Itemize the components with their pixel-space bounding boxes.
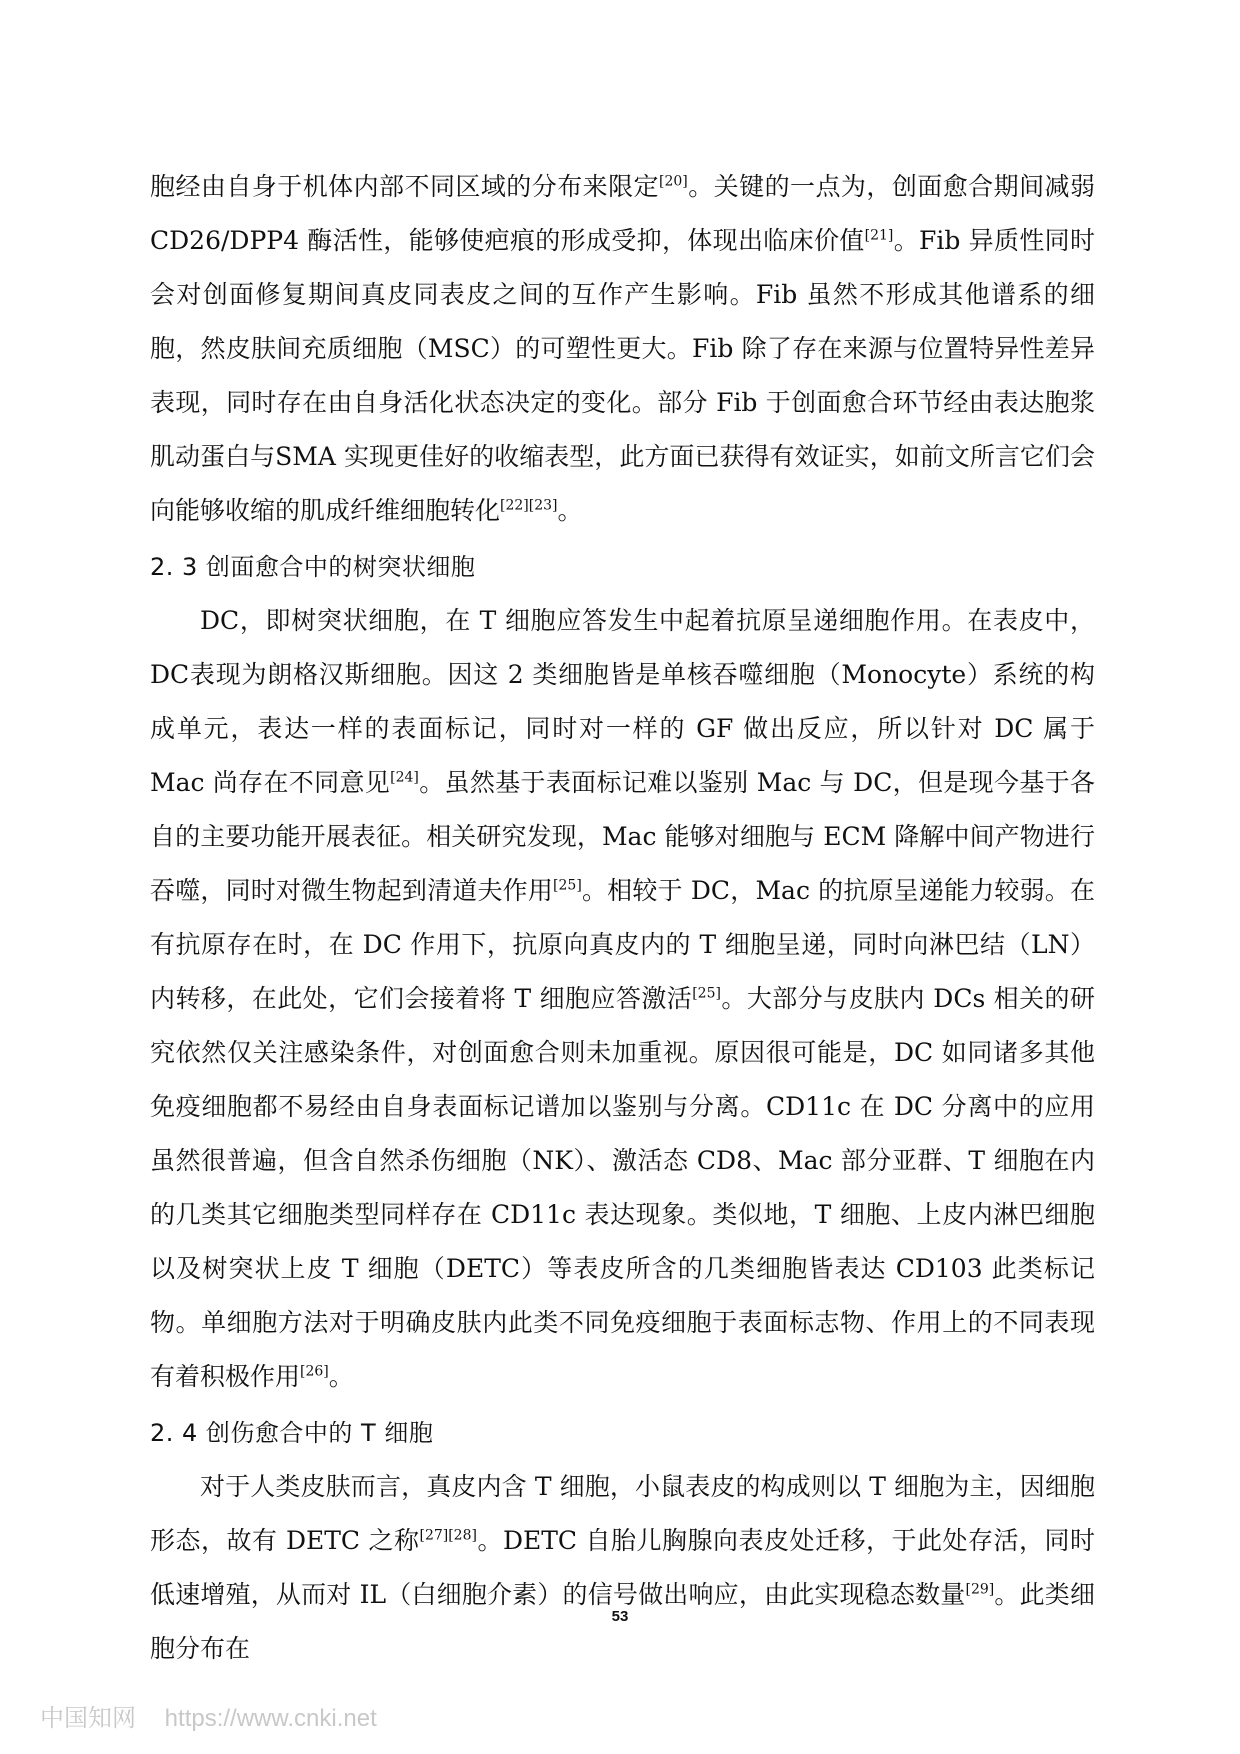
citation-ref: [27][28]	[419, 1527, 477, 1544]
paragraph-text: 。相较于 DC，Mac 的抗原呈递能力较弱。在有抗原存在时，在 DC 作用下，抗原向真皮内的 T 细胞呈递，同时向淋巴结（LN）内转移，在此处，它们会接着将 T 细胞应答激活	[150, 876, 1095, 1013]
paragraph-text: 。此类细胞分布在	[150, 1580, 1095, 1663]
paragraph-text: 。	[328, 1362, 354, 1391]
body-paragraph	[150, 160, 1095, 538]
document-body	[150, 160, 1095, 1676]
citation-ref: [29]	[965, 1581, 995, 1598]
paragraph-text: 。虽然基于表面标记难以鉴别 Mac 与 DC，但是现今基于各自的主要功能开展表征。相关研究发现，Mac 能够对细胞与 ECM 降解中间产物进行吞噬，同时对微生物起到清道夫作用	[150, 768, 1095, 905]
citation-ref: [25]	[553, 877, 582, 894]
paragraph-text: 对于人类皮肤而言，真皮内含 T 细胞，小鼠表皮的构成则以 T 细胞为主，因细胞形态，故有 DETC 之称	[150, 1472, 1095, 1555]
paragraph-text: 。大部分与皮肤内 DCs 相关的研究依然仅关注感染条件，对创面愈合则未加重视。原因很可能是，DC 如同诸多其他免疫细胞都不易经由自身表面标记谱加以鉴别与分离。CD11c 在 DC 分离中的应用虽然很普遍，但含自然杀伤细胞（NK）、激活态 CD8、Mac 部分亚群、T 细胞在内的几类其它细胞类型同样存在 CD11c 表达现象。类似地，T 细胞、上皮内淋巴细胞以及树突状上皮 T 细胞（DETC）等表皮所含的几类细胞皆表达 CD103 此类标记物。单细胞方法对于明确皮肤内此类不同免疫细胞于表面标志物、作用上的不同表现有着积极作用	[150, 984, 1095, 1391]
body-paragraph	[150, 594, 1095, 1404]
paragraph-text: 。关键的一点为，创面愈合期间减弱CD26/DPP4 酶活性，能够使疤痕的形成受抑，体现出临床价值	[150, 172, 1095, 255]
citation-ref: [25]	[692, 985, 721, 1002]
paragraph-text: 胞经由自身于机体内部不同区域的分布来限定	[150, 172, 660, 201]
paragraph-text: 。Fib 异质性同时会对创面修复期间真皮同表皮之间的互作产生影响。Fib 虽然不形成其他谱系的细胞，然皮肤间充质细胞（MSC）的可塑性更大。Fib 除了存在来源与位置特异性差异表现，同时存在由自身活化状态决定的变化。部分 Fib 于创面愈合环节经由表达胞浆肌动蛋白与SMA 实现更佳好的收缩表型，此方面已获得有效证实，如前文所言它们会向能够收缩的肌成纤维细胞转化	[150, 226, 1096, 525]
cnki-watermark	[40, 1698, 377, 1733]
page-number: 53	[611, 1608, 629, 1625]
section-heading: 2. 3 创面愈合中的树突状细胞	[150, 553, 476, 581]
paragraph-text: DC，即树突状细胞，在 T 细胞应答发生中起着抗原呈递细胞作用。在表皮中，DC表现为朗格汉斯细胞。因这 2 类细胞皆是单核吞噬细胞（Monocyte）系统的构成单元，表达一样的表面标记，同时对一样的 GF 做出反应，所以针对 DC 属于 Mac 尚存在不同意见	[150, 606, 1095, 797]
paragraph-text: 。	[557, 496, 583, 525]
cnki-logo-text: 中国知网	[40, 1704, 136, 1732]
paragraph-text: 。DETC 自胎儿胸腺向表皮处迁移，于此处存活，同时低速增殖，从而对 IL（白细胞介素）的信号做出响应，由此实现稳态数量	[150, 1526, 1095, 1609]
citation-ref: [20]	[659, 173, 688, 190]
citation-ref: [22][23]	[500, 497, 558, 514]
citation-ref: [26]	[300, 1363, 329, 1380]
cnki-url: https://www.cnki.net	[164, 1705, 377, 1732]
section-heading: 2. 4 创伤愈合中的 T 细胞	[150, 1419, 434, 1447]
body-paragraph	[150, 1460, 1095, 1676]
citation-ref: [24]	[390, 769, 419, 786]
citation-ref: [21]	[864, 227, 894, 244]
